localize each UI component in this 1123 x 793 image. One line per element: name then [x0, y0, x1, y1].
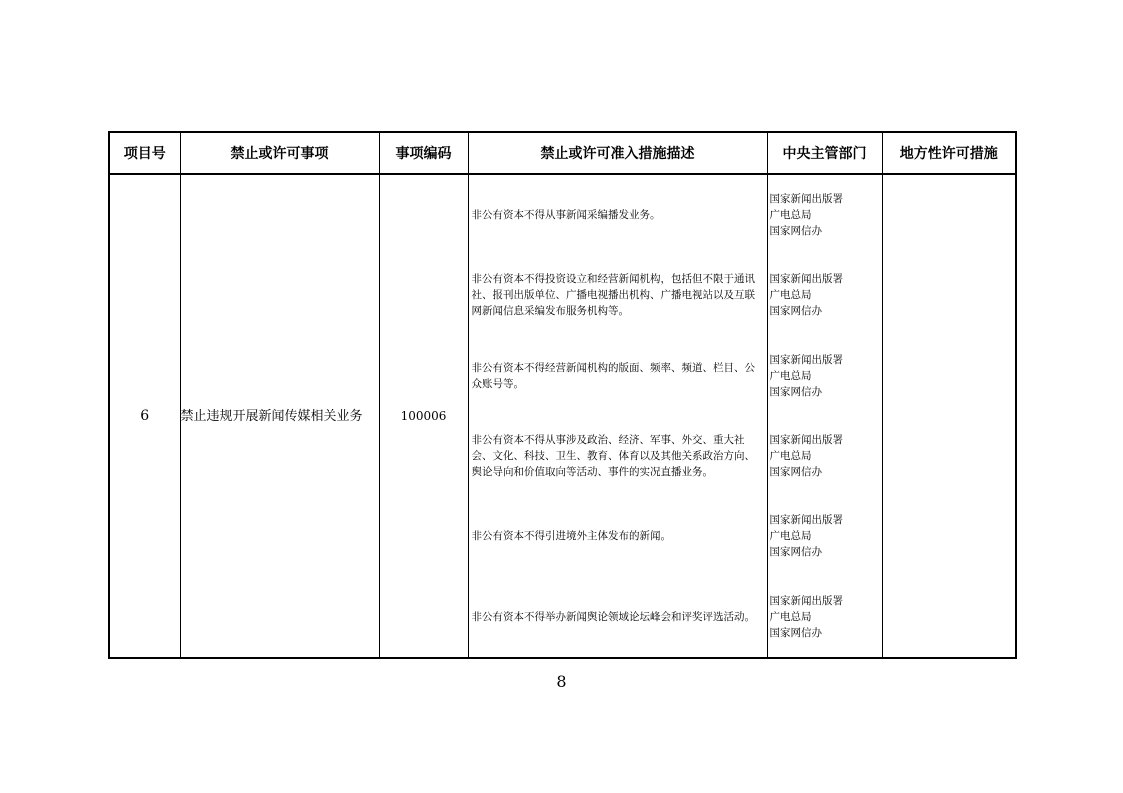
header-central-department: 中央主管部门 [767, 132, 882, 174]
measure-description-cell [468, 174, 767, 658]
measure-description-6: 非公有资本不得举办新闻舆论领域论坛峰会和评奖评选活动。 [471, 610, 755, 623]
department-name: 广电总局 [769, 530, 812, 543]
department-group-1 [768, 175, 882, 255]
department-name: 国家网信办 [769, 385, 822, 398]
department-group-5 [768, 496, 882, 576]
measure-description-5: 非公有资本不得引进境外主体发布的新闻。 [471, 530, 671, 543]
item-code-cell: 100006 [379, 174, 468, 658]
department-name: 广电总局 [769, 209, 812, 222]
department-name: 国家网信办 [769, 466, 822, 479]
local-measures-cell [882, 174, 1016, 658]
department-name: 国家新闻出版署 [769, 514, 843, 527]
measure-description-4: 非公有资本不得从事涉及政治、经济、军事、外交、重大社会、文化、科技、卫生、教育、体育以及其他关系政治方向、舆论导向和价值取向等活动、事件的实况直播业务。 [471, 434, 755, 479]
header-item-name: 禁止或许可事项 [180, 132, 379, 174]
item-name-cell: 禁止违规开展新闻传媒相关业务 [180, 174, 379, 658]
item-number-cell: 6 [109, 174, 180, 658]
department-group-3 [768, 336, 882, 416]
measure-description-1: 非公有资本不得从事新闻采编播发业务。 [471, 209, 661, 222]
department-name: 国家网信办 [769, 546, 822, 559]
department-group-4 [768, 416, 882, 496]
central-department-cell [767, 174, 882, 658]
header-local-measures: 地方性许可措施 [882, 132, 1016, 174]
department-name: 国家网信办 [769, 626, 822, 639]
header-item-number: 项目号 [109, 132, 180, 174]
page-number: 8 [556, 672, 567, 691]
department-group-2 [768, 255, 882, 335]
department-name: 国家新闻出版署 [769, 353, 843, 366]
department-name: 国家网信办 [769, 225, 822, 238]
department-group-6 [768, 577, 882, 657]
department-name: 广电总局 [769, 450, 812, 463]
table-header-row [109, 132, 1016, 174]
measure-description-2: 非公有资本不得投资设立和经营新闻机构，包括但不限于通讯社、报刊出版单位、广播电视播出机构、广播电视站以及互联网新闻信息采编发布服务机构等。 [471, 273, 755, 318]
department-name: 广电总局 [769, 369, 812, 382]
department-name: 广电总局 [769, 289, 812, 302]
department-name: 国家新闻出版署 [769, 434, 843, 447]
header-measure-description: 禁止或许可准入措施描述 [468, 132, 767, 174]
department-name: 国家新闻出版署 [769, 193, 843, 206]
department-name: 广电总局 [769, 610, 812, 623]
measure-description-3: 非公有资本不得经营新闻机构的版面、频率、频道、栏目、公众账号等。 [471, 361, 755, 390]
department-name: 国家网信办 [769, 305, 822, 318]
header-item-code: 事项编码 [379, 132, 468, 174]
department-name: 国家新闻出版署 [769, 273, 843, 286]
market-access-table [108, 131, 1017, 659]
department-name: 国家新闻出版署 [769, 594, 843, 607]
table-row [109, 174, 1016, 658]
